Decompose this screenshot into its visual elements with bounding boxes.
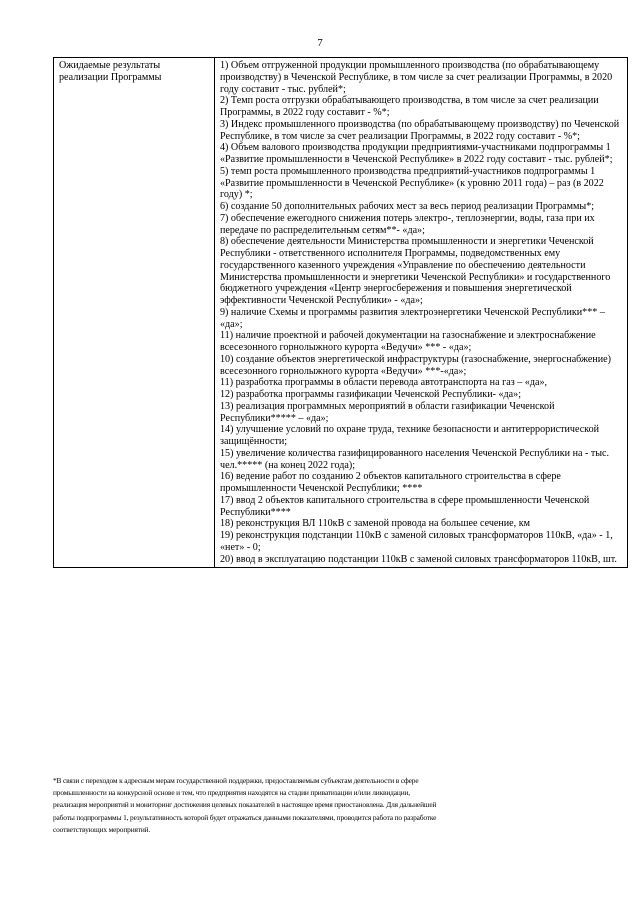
- list-item: 19) реконструкция подстанции 110кВ с заменой силовых трансформаторов 110кВ, «да» - 1, «нет» - 0;: [220, 530, 613, 553]
- list-item: 5) темп роста промышленного производства предприятий-участников подпрограммы 1 «Развитие промышленности в Чеченской Республике» (к уровню 2011 года) – раз (в 2022 году) *;: [220, 165, 604, 201]
- table-label-cell: [54, 58, 215, 568]
- list-item: 14) улучшение условий по охране труда, технике безопасности и антитеррористической защищённости;: [220, 424, 600, 447]
- footnote-line: промышленности на конкурсной основе и тем, что предприятия находятся на стадии приватизации и/или ликвидации,: [53, 788, 411, 798]
- list-item: 8) обеспечение деятельности Министерства промышленности и энергетики Чеченской Республики - ответственного исполнителя Программы, подведомственных ему государственного казенного учреждения «Управление по обеспечению деятельности Министерства промышленности и энергетики Чеченской Республики» и государственного бюджетного учреждения «Центр энергосбережения и повышения энергетической эффективности Чеченской Республики» - «да»;: [220, 236, 611, 306]
- list-item: 20) ввод в эксплуатацию подстанции 110кВ с заменой силовых трансформаторов 110кВ, шт.: [220, 553, 617, 565]
- list-item: 2) Темп роста отгрузки обрабатывающего производства, в том числе за счет реализации Программы, в 2022 году составит - %*;: [220, 95, 599, 118]
- table-label: Ожидаемые результаты реализации Программы: [59, 60, 162, 83]
- page-number: 7: [317, 37, 323, 49]
- list-item: 13) реализация программных мероприятий в области газификации Чеченской Республики***** – «да»;: [220, 400, 555, 424]
- program-results-table: [53, 57, 628, 568]
- list-item: 16) ведение работ по созданию 2 объектов капитального строительства в сфере промышленности Чеченской Республики; ****: [220, 471, 561, 494]
- footnote: [53, 775, 611, 836]
- list-item: 12) разработка программы газификации Чеченской Республики- «да»;: [220, 389, 522, 400]
- table-row: [54, 58, 628, 568]
- list-item: 3) Индекс промышленного производства (по обрабатывающему производству) по Чеченской Республике, в том числе за счет реализации Программы, в 2022 году составит - %*;: [220, 118, 620, 142]
- list-item: 11) наличие проектной и рабочей документации на газоснабжение и электроснабжение всесезонного горнолыжного курорта «Ведучи» *** - «да»;: [220, 330, 596, 353]
- list-item: 6) создание 50 дополнительных рабочих мест за весь период реализации Программы*;: [220, 201, 595, 212]
- list-item: 9) наличие Схемы и программы развития электроэнергетики Чеченской Республики*** – «да»;: [220, 306, 605, 330]
- list-item: 1) Объем отгруженной продукции промышленного производства (по обрабатывающему производству) в Чеченской Республике, в том числе за счет реализации Программы, в 2020 году составит - тыс. рублей*;: [220, 60, 613, 95]
- list-item: 10) создание объектов энергетической инфраструктуры (газоснабжение, энергоснабжение) всесезонного горнолыжного курорта «Ведучи» ***-«да»;: [220, 353, 612, 377]
- list-item: 17) ввод 2 объектов капитального строительства в сфере промышленности Чеченской Республики****: [220, 494, 590, 518]
- list-item: 7) обеспечение ежегодного снижения потерь электро-, теплоэнергии, воды, газа при их передаче по распределительным сетям**- «да»;: [220, 212, 595, 236]
- footnote-line: соответствующих мероприятий.: [53, 824, 151, 834]
- list-item: 11) разработка программы в области перевода автотранспорта на газ – «да»,: [220, 377, 548, 389]
- list-item: 18) реконструкция ВЛ 110кВ с заменой провода на большее сечение, км: [220, 518, 530, 530]
- footnote-line: работы подпрограммы 1, результативность которой будет отражаться данными показателями, проводится работа по разработке: [53, 812, 437, 822]
- table-results-cell: [215, 58, 628, 568]
- footnote-line: реализация мероприятий и мониторинг достижения целевых показателей в настоящее время приостановлена. Для дальнейшей: [53, 800, 437, 810]
- list-item: 15) увеличение количества газифицированного населения Чеченской Республики на - тыс. чел.***** (на конец 2022 года);: [220, 447, 610, 471]
- list-item: 4) Объем валового производства продукции предприятиями-участниками подпрограммы 1 «Развитие промышленности в Чеченской Республике» в 2022 году составит - тыс. рублей*;: [220, 142, 613, 165]
- footnote-line: *В связи с переходом к адресным мерам государственной поддержки, предоставляемым субъектам деятельности в сфере: [53, 776, 419, 785]
